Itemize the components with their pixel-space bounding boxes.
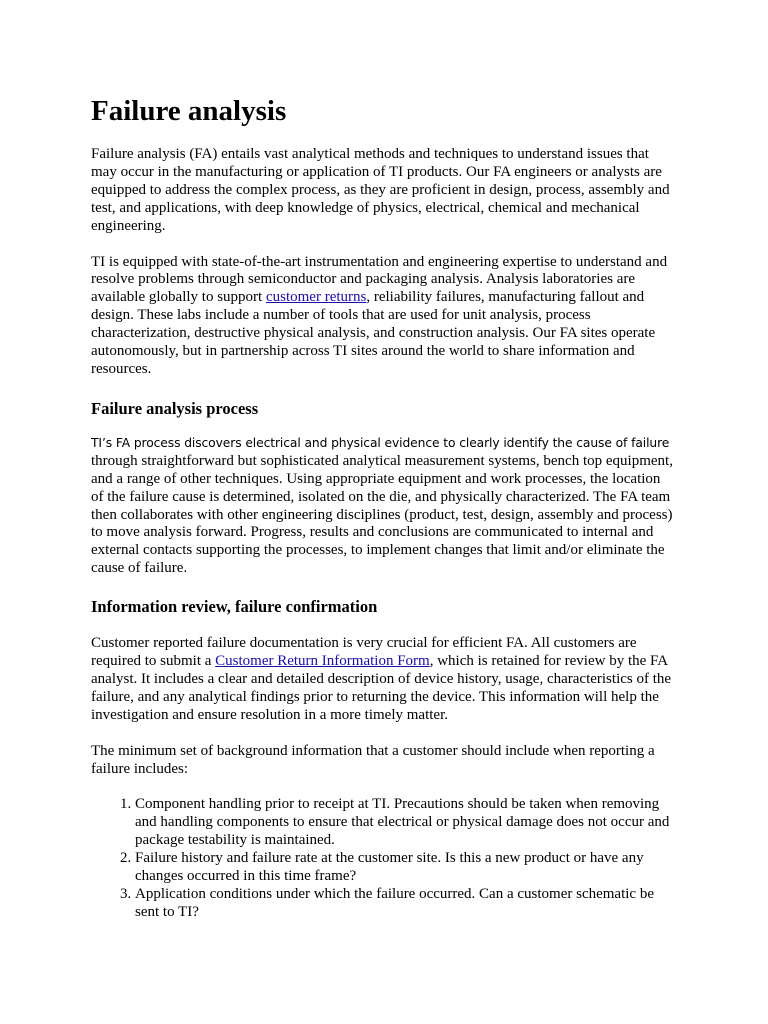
capabilities-text-start: TI is equipped with state-of-the-art instrumentation and engineering expertise to understand and resolve problems through semiconductor and packaging analysis. Analysis laboratories are available globally to support	[91, 253, 668, 306]
process-heading: Failure analysis process	[91, 398, 259, 418]
list-item: 1. Component handling prior to receipt at TI. Precautions should be taken when removing and handling components to ensure that electrical or physical damage does not occur and package testability is maintained.	[135, 796, 676, 850]
minimum-info-paragraph: The minimum set of background information that a customer should include when reporting a failure includes:	[91, 742, 655, 777]
review-text-start: Customer reported failure documentation is very crucial for efficient FA. All customers are required to submit a	[91, 635, 637, 670]
review-paragraph	[91, 635, 676, 725]
process-lead-text: TI’s FA process discovers electrical and physical evidence to clearly identify the cause of failure	[91, 435, 670, 450]
page-title: Failure analysis	[91, 95, 287, 127]
background-info-list	[91, 796, 676, 921]
customer-returns-link[interactable]: customer returns	[265, 289, 367, 306]
intro-paragraph: Failure analysis (FA) entails vast analytical methods and techniques to understand issues that may occur in the manufacturing or application of TI products. Our FA engineers or analysts are equipped to address the complex process, as they are proficient in design, process, assembly and test, and applications, with deep knowledge of physics, electrical, chemical and mechanical engineering.	[91, 146, 670, 234]
review-heading: Information review, failure confirmation	[91, 597, 378, 617]
list-item: 3. Application conditions under which the failure occurred. Can a customer schematic be sent to TI?	[135, 886, 676, 922]
capabilities-paragraph	[91, 254, 676, 379]
customer-return-form-link[interactable]: Customer Return Information Form	[215, 653, 430, 670]
process-paragraph	[91, 435, 676, 578]
list-item: 2. Failure history and failure rate at the customer site. Is this a new product or have any changes occurred in this time frame?	[135, 850, 676, 886]
capabilities-text-end: , reliability failures, manufacturing fallout and design. These labs include a number of tools that are used for unit analysis, process characterization, destructive physical analysis, and construction analysis. Our FA sites operate autonomously, but in partnership across TI sites around the world to share information and resources.	[91, 289, 656, 377]
process-body-text: through straightforward but sophisticated analytical measurement systems, bench top equipment, and a range of other techniques. Using appropriate equipment and work processes, the location of the failure cause is determined, isolated on the die, and physically characterized. The FA team then collaborates with other engineering disciplines (product, test, design, assembly and process) to move analysis forward. Progress, results and conclusions are communicated to internal and external contacts supporting the processes, to implement changes that limit and/or eliminate the cause of failure.	[91, 452, 673, 577]
review-text-end: , which is retained for review by the FA analyst. It includes a clear and detailed description of device history, usage, characteristics of the failure, and any analytical findings prior to returning the device. This information will help the investigation and ensure resolution in a more timely matter.	[91, 653, 672, 723]
